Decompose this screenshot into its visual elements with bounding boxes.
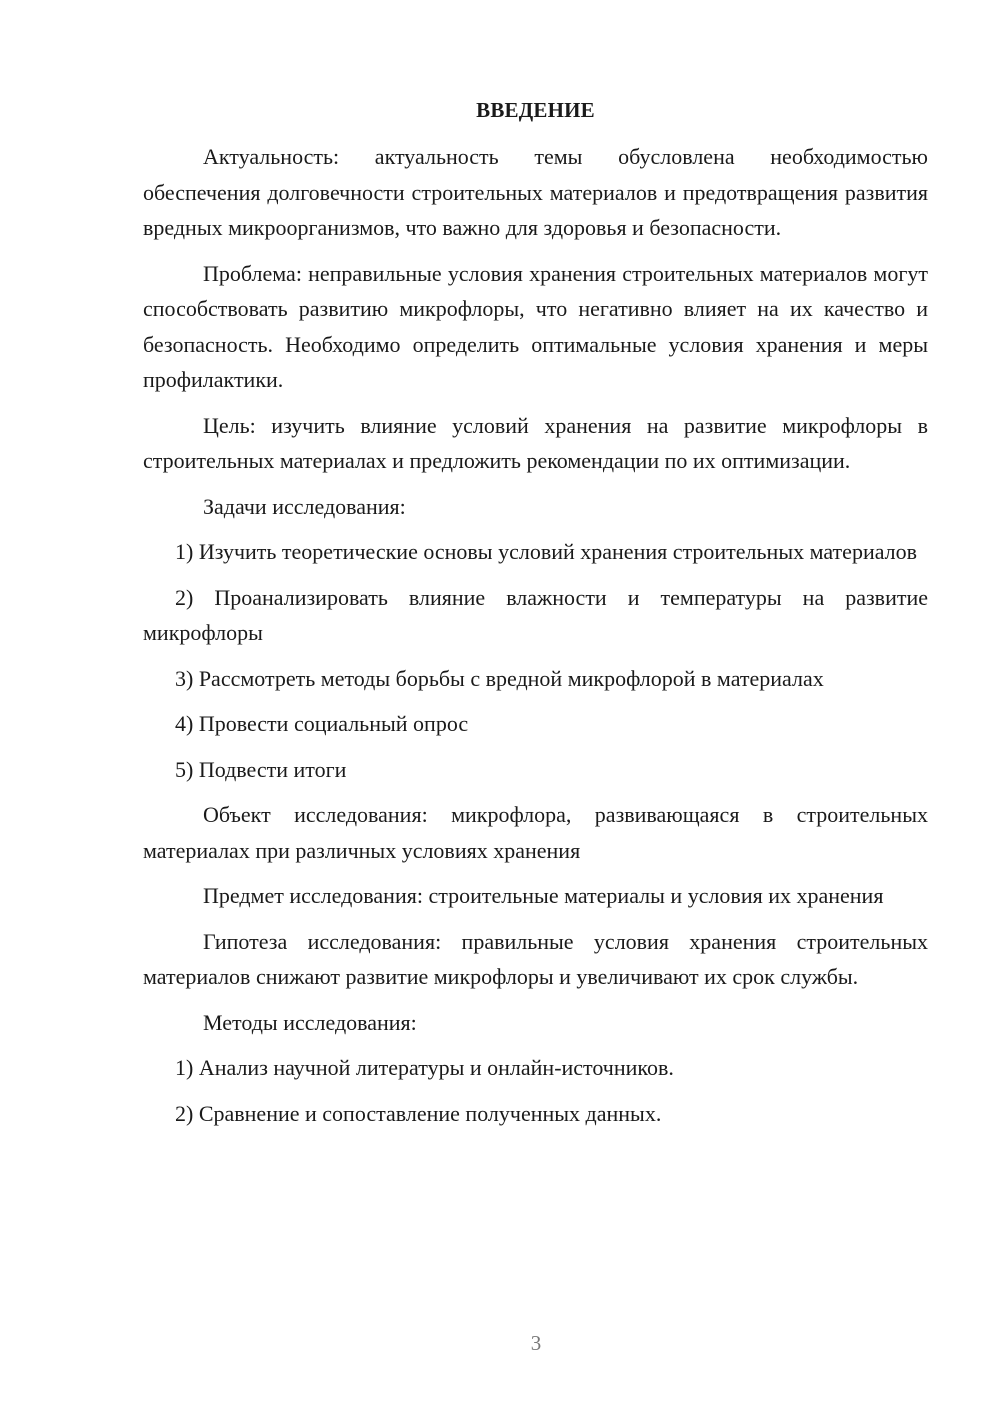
section-title: ВВЕДЕНИЕ: [476, 98, 595, 122]
relevance-paragraph: Актуальность: актуальность темы обусловлена необходимостью обеспечения долговечности строительных материалов и предотвращения развития вредных микроорганизмов, что важно для здоровья и безопасности.: [143, 144, 928, 240]
problem-paragraph: Проблема: неправильные условия хранения строительных материалов могут способствовать развитию микрофлоры, что негативно влияет на их качество и безопасность. Необходимо определить оптимальные условия хранения и меры профилактики.: [143, 260, 928, 392]
task-item: 4) Провести социальный опрос: [175, 711, 469, 736]
task-item: 5) Подвести итоги: [175, 756, 347, 782]
method-item: 2) Сравнение и сопоставление полученных данных.: [175, 1100, 662, 1126]
task-item: 2) Проанализировать влияние влажности и температуры на развитие микрофлоры: [143, 584, 928, 645]
tasks-heading: Задачи исследования:: [203, 493, 406, 519]
task-item: 3) Рассмотреть методы борьбы с вредной микрофлорой в материалах: [175, 665, 824, 691]
task-item: 1) Изучить теоретические основы условий хранения строительных материалов: [175, 539, 918, 564]
object-paragraph: Объект исследования: микрофлора, развивающаяся в строительных материалах при различных условиях хранения: [143, 802, 928, 863]
method-item: 1) Анализ научной литературы и онлайн-источников.: [175, 1055, 674, 1080]
subject-paragraph: Предмет исследования: строительные материалы и условия их хранения: [203, 883, 884, 908]
page-content: [143, 91, 928, 1141]
hypothesis-paragraph: Гипотеза исследования: правильные условия хранения строительных материалов снижают развитие микрофлоры и увеличивают их срок службы.: [143, 928, 928, 989]
methods-heading: Методы исследования:: [203, 1009, 417, 1035]
page-number: 3: [530, 1331, 542, 1355]
goal-paragraph: Цель: изучить влияние условий хранения на развитие микрофлоры в строительных материалах и предложить рекомендации по их оптимизации.: [143, 412, 928, 473]
